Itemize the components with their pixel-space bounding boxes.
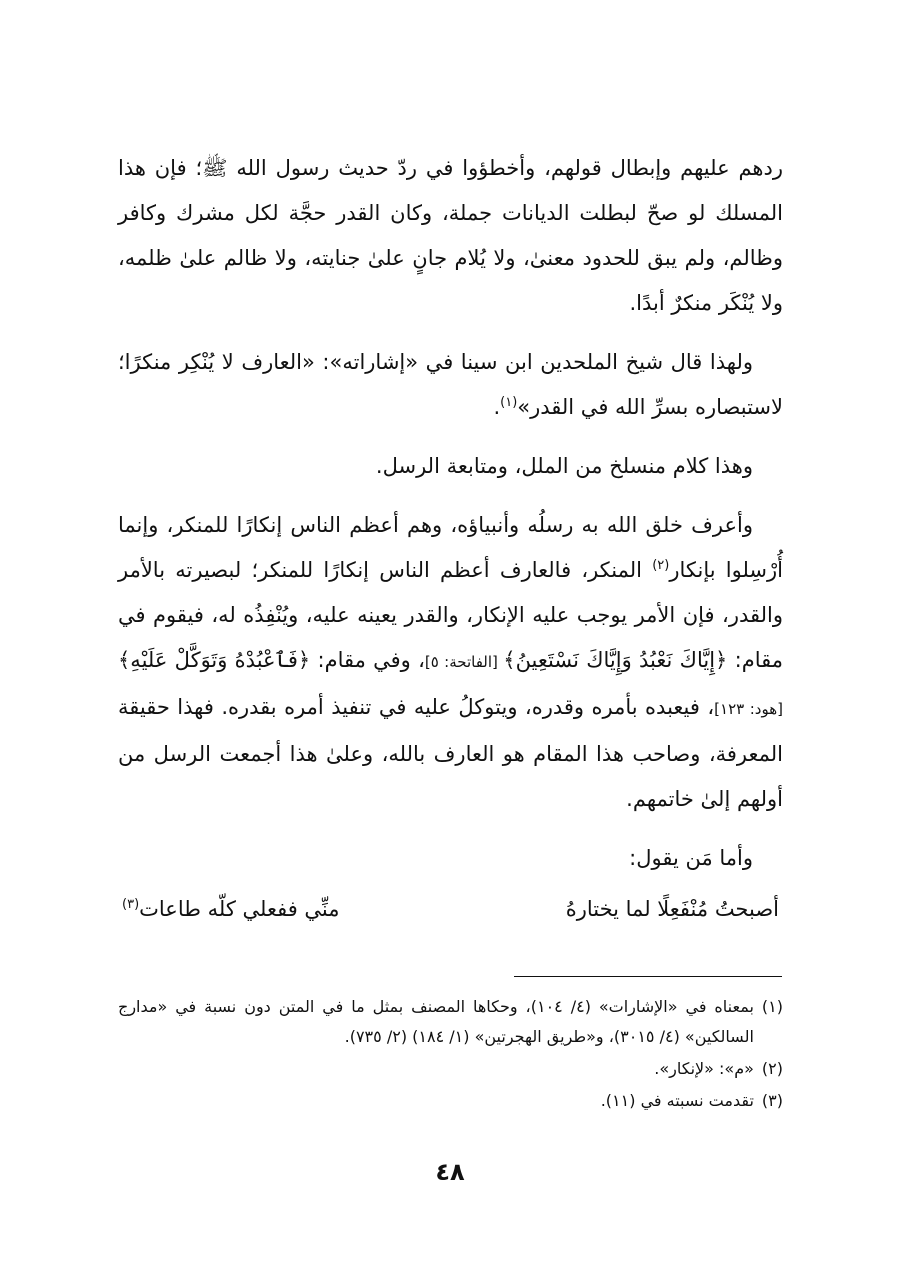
footnote-text: «م»: «لإنكار». — [654, 1059, 754, 1078]
main-text — [118, 146, 783, 931]
footnote-2 — [118, 1054, 783, 1084]
quran-ref-1: [الفاتحة: ٥] — [424, 653, 504, 671]
quran-quote-2: ﴿فَٱعْبُدْهُ وَتَوَكَّلْ عَلَيْهِ﴾ — [118, 648, 311, 672]
paragraph-4-part4: ، فيعبده بأمره وقدره، ويتوكلُ عليه في تنفيذ أمره بقدره. فهذا حقيقة المعرفة، وصاحب هذا المقام هو العارف بالله، وعلىٰ هذا أجمعت الرسل من أولهم إلىٰ خاتمهم. — [118, 695, 783, 811]
footnote-number: (٢) — [761, 1059, 783, 1078]
footnote-ref-3: (٣) — [122, 897, 140, 912]
footnote-ref-2: (٢) — [652, 558, 670, 573]
paragraph-4 — [118, 503, 783, 822]
page-number: ٤٨ — [435, 1158, 465, 1186]
poetry-verse — [118, 887, 783, 931]
footnote-text: تقدمت نسبته في (١١). — [600, 1091, 754, 1110]
footnote-divider — [514, 976, 782, 977]
footnote-3 — [118, 1086, 783, 1116]
paragraph-2-end: . — [493, 395, 501, 419]
paragraph-2 — [118, 340, 783, 430]
footnote-number: (١) — [761, 997, 783, 1016]
quran-quote-1: ﴿إِيَّاكَ نَعْبُدُ وَإِيَّاكَ نَسْتَعِينُ﴾ — [503, 648, 728, 672]
verse-hemistich-2: منِّي ففعلي كلّه طاعات — [139, 897, 340, 921]
footnote-text: بمعناه في «الإشارات» (٤/ ١٠٤)، وحكاها المصنف بمثل ما في المتن دون نسبة في «مدارج السالكين» (٤/ ٣٠١٥)، و«طريق الهجرتين» (١/ ١٨٤) (٢/ ٧٣٥). — [118, 997, 754, 1046]
paragraph-2-text: ولهذا قال شيخ الملحدين ابن سينا في «إشاراته»: «العارف لا يُنْكِر منكرًا؛ لاستبصاره بسرِّ الله في القدر» — [118, 350, 783, 419]
verse-hemistich-1: أصبحتُ مُنْفَعِلًا لما يختارهُ — [565, 897, 779, 921]
verse-intro: وأما مَن يقول: — [629, 846, 753, 870]
quran-ref-2: [هود: ١٢٣] — [714, 700, 783, 718]
paragraph-1: ردهم عليهم وإبطال قولهم، وأخطؤوا في ردّ حديث رسول الله ﷺ؛ فإن هذا المسلك لو صحّ لبطلت الديانات جملة، وكان القدر حجَّة لكل مشرك وكافر وظالم، ولم يبق للحدود معنىٰ، ولا يُلام جانٍ علىٰ جنايته، ولا ظالم علىٰ ظلمه، ولا يُنْكَر منكرٌ أبدًا. — [118, 156, 783, 315]
verse-hemistich-2-wrap — [122, 887, 340, 931]
footnote-number: (٣) — [761, 1091, 783, 1110]
paragraph-3: وهذا كلام منسلخ من الملل، ومتابعة الرسل. — [375, 454, 753, 478]
footnote-1 — [118, 992, 783, 1052]
footnote-ref-1: (١) — [500, 395, 518, 410]
paragraph-4-part3: ، وفي مقام: — [310, 648, 425, 672]
footnotes — [118, 992, 783, 1118]
paragraph-4-part2: المنكر، فالعارف أعظم الناس إنكارًا للمنكر؛ لبصيرته بالأمر والقدر، فإن الأمر يوجب عليه الإنكار، والقدر يعينه عليه، ويُنْفِذُه له، فيقوم في مقام: — [118, 558, 783, 672]
paragraph-4-part1: وأعرف خلق الله به رسلُه وأنبياؤه، وهم أعظم الناس إنكارًا للمنكر، وإنما أُرْسِلوا بإنكار — [118, 513, 784, 582]
